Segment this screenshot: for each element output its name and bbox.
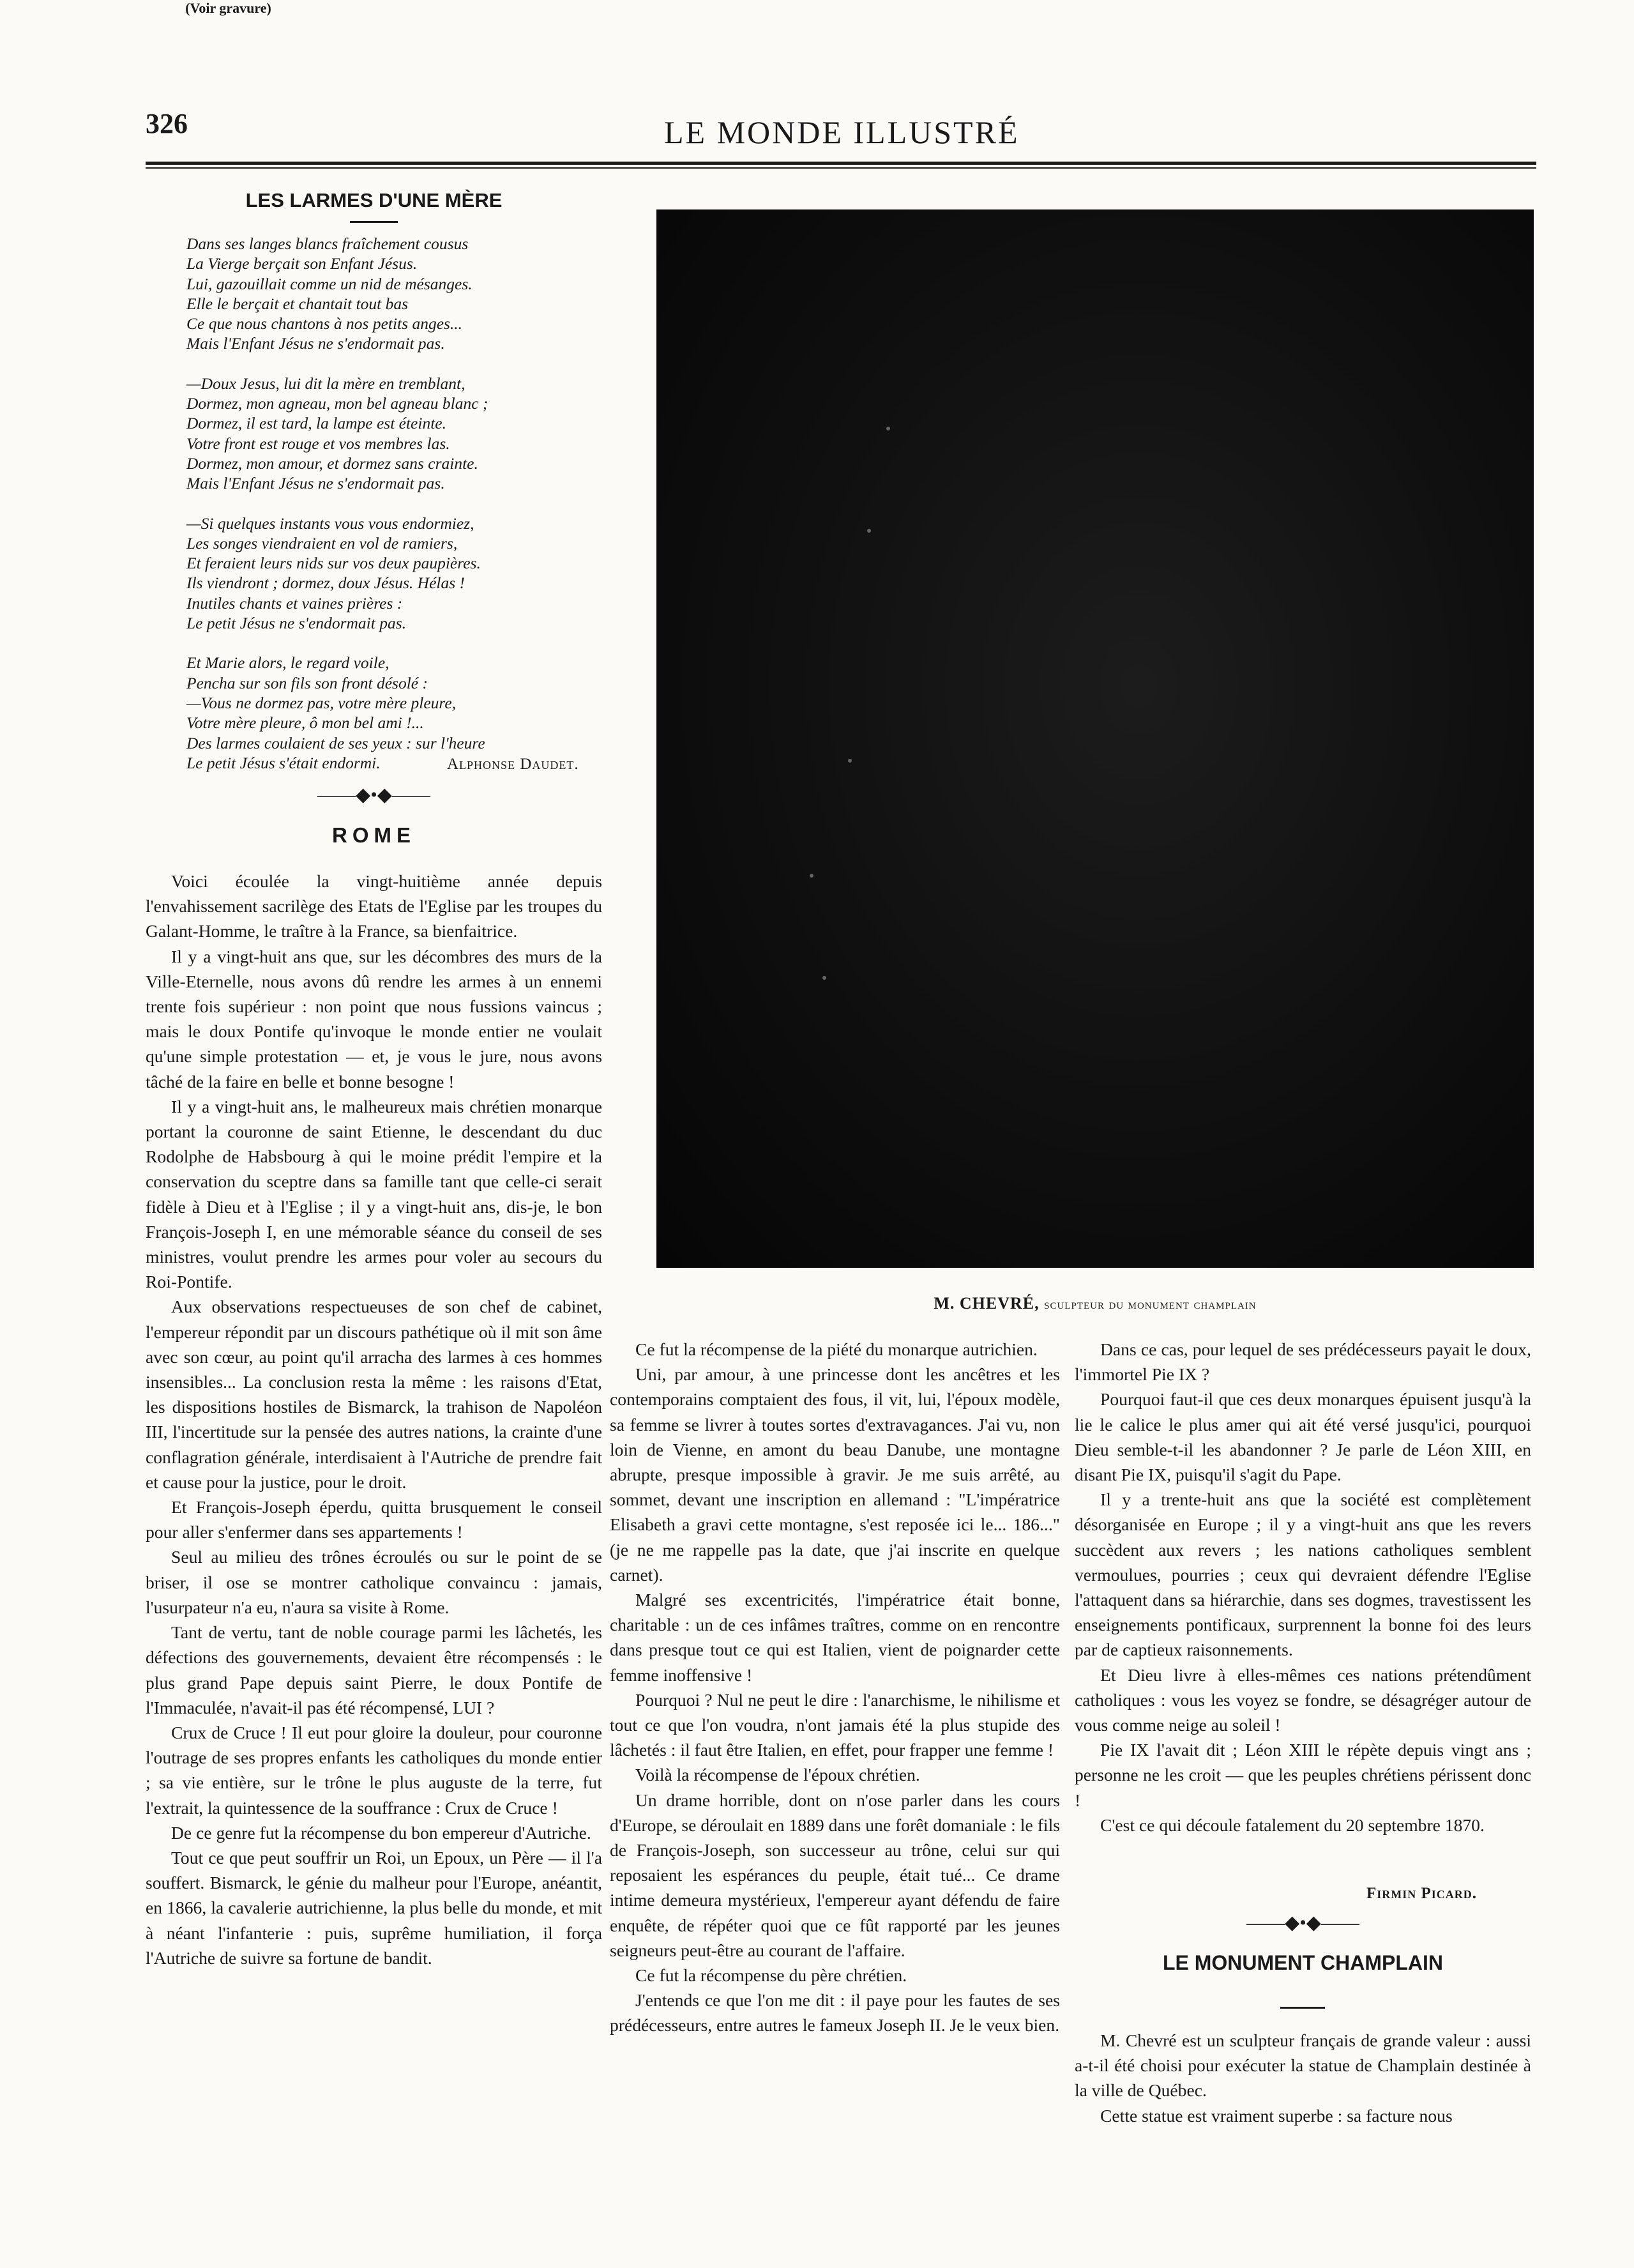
poem-line: Elle le berçait et chantait tout bas bbox=[186, 294, 409, 313]
poem-stanza bbox=[186, 514, 595, 634]
poem-line: Ce que nous chantons à nos petits anges... bbox=[186, 314, 463, 333]
engraving-highlight bbox=[848, 759, 852, 763]
rome-title: ROME bbox=[332, 823, 416, 847]
poem-signature: Alphonse Daudet. bbox=[447, 756, 579, 773]
champlain-title: LE MONUMENT CHAMPLAIN bbox=[1162, 1951, 1444, 1974]
engraving-highlight bbox=[822, 976, 826, 980]
poem-line: Dormez, mon amour, et dormez sans crainte. bbox=[186, 453, 478, 473]
paragraph: Tant de vertu, tant de noble courage parmi les lâchetés, les défections des gouvernements, devaient être récompensés : le plus grand Pape depuis saint Pierre, le doux Pontife de l'Immaculée, n'avait-il pas été récompensé, LUI ? bbox=[146, 1622, 602, 1717]
caption-description: sculpteur du monument champlain bbox=[1044, 1296, 1257, 1312]
poem-line: —Doux Jesus, lui dit la mère en tremblant, bbox=[186, 374, 465, 393]
poem-stanza bbox=[186, 234, 595, 354]
poem-body bbox=[186, 234, 595, 793]
paragraph: Et Dieu livre à elles-mêmes ces nations prétendûment catholiques : vous les voyez se fondre, se désagréger autour de vous comme neige au soleil ! bbox=[1075, 1664, 1531, 1735]
caption-name: M. CHEVRÉ, bbox=[934, 1294, 1040, 1313]
poem-line: —Si quelques instants vous vous endormiez, bbox=[186, 514, 474, 533]
paragraph: Un drame horrible, dont on n'ose parler dans les cours d'Europe, se déroulait en 1889 dans une forêt domaniale : le fils de François-Joseph, son successeur au trône, celui sur qui reposaient les espérances du peuple, était tué... Ce drame intime demeura mystérieux, l'empereur ayant défendu de faire enquête, de répéter quoi que ce fût rapporté par les jeunes seigneurs peut-être au courant de l'affaire. bbox=[610, 1790, 1060, 1960]
paragraph: Il y a vingt-huit ans que, sur les décombres des murs de la Ville-Eternelle, nous avons dû rendre les armes à un ennemi trente fois supérieur : non point que nous fussions vaincus ; mais le doux Pontife qu'invoque le monde entier ne voulait qu'une simple protestation — et, je vous le jure, nous avons tâché de la faire en belle et bonne besogne ! bbox=[146, 946, 602, 1092]
rome-column-middle bbox=[610, 1337, 1060, 2038]
poem-line: Lui, gazouillait comme un nid de mésanges. bbox=[186, 274, 473, 293]
rome-column-left bbox=[146, 869, 602, 1970]
poem-line: Dormez, il est tard, la lampe est éteinte. bbox=[186, 414, 446, 433]
paragraph: Tout ce que peut souffrir un Roi, un Epoux, un Père — il l'a souffert. Bismarck, le génie du malheur pour l'Europe, anéantit, en 1866, la cavalerie autrichienne, la plus belle du monde, et mit à néant l'infanterie : puis, suprême humiliation, il força l'Autriche de suivre sa fortune de bandit. bbox=[146, 1847, 602, 1968]
poem-line: Les songes viendraient en vol de ramiers, bbox=[186, 533, 458, 552]
paragraph: Seul au milieu des trônes écroulés ou sur le point de se briser, il ose se montrer catholique convaincu : jamais, l'usurpateur n'a eu, n'aura sa visite à Rome. bbox=[146, 1547, 602, 1617]
paragraph: De ce genre fut la récompense du bon empereur d'Autriche. bbox=[171, 1822, 591, 1843]
paragraph: Pie IX l'avait dit ; Léon XIII le répète depuis vingt ans ; personne ne les croit — que les peuples chrétiens périssent donc ! bbox=[1075, 1740, 1531, 1810]
paragraph: Pourquoi ? Nul ne peut le dire : l'anarchisme, le nihilisme et tout ce que l'on voudra, n'ont jamais été la plus stupide des lâchetés : il faut être Italien, en effet, pour frapper une femme ! bbox=[610, 1689, 1060, 1760]
paragraph: Il y a trente-huit ans que la société est complètement désorganisée en Europe ; il y a vingt-huit ans que les revers succèdent aux revers ; les nations catholiques semblent vermoulues, pourries ; ceux qui devraient défendre l'Eglise l'attaquent dans sa hiérarchie, dans ses dogmes, travestissent les enseignements pontificaux, surprennent la bonne foi des leurs par de captieux raisonnements. bbox=[1075, 1489, 1531, 1660]
champlain-subtitle: (Voir gravure) bbox=[185, 0, 271, 16]
engraving-highlight bbox=[810, 874, 813, 878]
paragraph: Ce fut la récompense de la piété du monarque autrichien. bbox=[635, 1339, 1038, 1359]
portrait-engraving bbox=[656, 209, 1534, 1268]
paragraph: Cette statue est vraiment superbe : sa facture nous bbox=[1100, 2105, 1453, 2126]
paragraph: Crux de Cruce ! Il eut pour gloire la douleur, pour couronne l'outrage de ses propres enfants les catholiques du monde entier ; sa vie entière, sur le trône le plus auguste de la terre, fut l'extrait, la quintessence de la souffrance : Crux de Cruce ! bbox=[146, 1722, 602, 1818]
champlain-title-rule bbox=[1280, 2007, 1325, 2009]
poem-title-rule bbox=[350, 221, 398, 223]
poem-stanza bbox=[186, 374, 595, 494]
paragraph: Aux observations respectueuses de son chef de cabinet, l'empereur répondit par un discours pathétique où il mit son âme avec son cœur, au point qu'il arracha des larmes à ces hommes insensibles... La conclusion resta la même : les raisons d'Etat, les dispositions hostiles de Bismarck, la trahison de Napoléon III, l'incertitude sur la pensée des autres nations, la crainte d'une conflagration générale, interdisaient à l'Autriche de prendre fait et cause pour la justice, pour le droit. bbox=[146, 1297, 602, 1492]
poem-line: Votre mère pleure, ô mon bel ami !... bbox=[186, 713, 424, 733]
section-ornament: ——◆•◆—— bbox=[317, 784, 430, 805]
engraving-highlight bbox=[886, 427, 890, 430]
paragraph: J'entends ce que l'on me dit : il paye pour les fautes de ses prédécesseurs, entre autres le fameux Joseph II. Je le veux bien. bbox=[610, 1990, 1060, 2036]
section-ornament: ——◆•◆—— bbox=[1246, 1912, 1359, 1933]
rome-signature: Firmin Picard. bbox=[1366, 1885, 1478, 1902]
poem-line: Dormez, mon agneau, mon bel agneau blanc ; bbox=[186, 394, 488, 413]
paragraph: Voici écoulée la vingt-huitième année depuis l'envahissement sacrilège des Etats de l'Eglise par les troupes du Galant-Homme, le traître à la France, sa bienfaitrice. bbox=[146, 871, 602, 941]
poem-line: Mais l'Enfant Jésus ne s'endormait pas. bbox=[186, 474, 445, 493]
paragraph: Il y a vingt-huit ans, le malheureux mais chrétien monarque portant la couronne de saint Etienne, le descendant du duc Rodolphe de Habsbourg à qui le moine prédit l'empire et la conservation du sceptre dans sa famille tant que celle-ci serait fidèle à Dieu et à l'Eglise ; il y a vingt-huit ans, dis-je, le bon François-Joseph I, en une mémorable séance du conseil de ses ministres, voulut prendre les armes pour voler au secours du Roi-Pontife. bbox=[146, 1096, 602, 1292]
engraving-highlight bbox=[867, 529, 871, 533]
paragraph: Et François-Joseph éperdu, quitta brusquement le conseil pour aller s'enfermer dans ses appartements ! bbox=[146, 1497, 602, 1542]
paragraph: Malgré ses excentricités, l'impératrice était bonne, charitable : un de ces infâmes traîtres, comme on en rencontre dans presque tout ce qui est Italien, vient de poignarder cette femme inoffensive ! bbox=[610, 1590, 1060, 1685]
poem-line: Des larmes coulaient de ses yeux : sur l'heure bbox=[186, 733, 485, 752]
paragraph: Ce fut la récompense du père chrétien. bbox=[635, 1965, 907, 1986]
poem-line: Mais l'Enfant Jésus ne s'endormait pas. bbox=[186, 334, 445, 353]
poem-line: Votre front est rouge et vos membres las. bbox=[186, 434, 450, 453]
poem-line: Dans ses langes blancs fraîchement cousus bbox=[186, 234, 469, 253]
page-number: 326 bbox=[146, 108, 188, 139]
poem-line: Ils viendront ; dormez, doux Jésus. Hélas ! bbox=[186, 574, 465, 593]
poem-line: Le petit Jésus s'était endormi. bbox=[186, 753, 381, 772]
poem-line: Le petit Jésus ne s'endormait pas. bbox=[186, 614, 407, 633]
engraving-caption bbox=[656, 1294, 1534, 1313]
poem-line: Inutiles chants et vaines prières : bbox=[186, 593, 403, 613]
poem-line: Et feraient leurs nids sur vos deux paupières. bbox=[186, 554, 481, 573]
paragraph: Dans ce cas, pour lequel de ses prédécesseurs payait le doux, l'immortel Pie IX ? bbox=[1075, 1339, 1531, 1385]
masthead: LE MONDE ILLUSTRÉ bbox=[664, 114, 1020, 150]
rome-column-right bbox=[1075, 1337, 1531, 1838]
paragraph: Voilà la récompense de l'époux chrétien. bbox=[635, 1765, 920, 1785]
poem-line: La Vierge berçait son Enfant Jésus. bbox=[186, 254, 418, 273]
paragraph: C'est ce qui découle fatalement du 20 septembre 1870. bbox=[1100, 1815, 1485, 1835]
paragraph: Uni, par amour, à une princesse dont les ancêtres et les contemporains comptaient des fous, il vit, lui, l'époux modèle, sa femme se livrer à toutes sortes d'extravagances. J'ai vu, non loin de Vienne, en amont du beau Danube, une montagne abrupte, presque impossible à gravir. Je me suis arrêté, au sommet, devant une inscription en allemand : "L'impératrice Elisabeth a gravi cette montagne, s'est reposée ici le... 186..." (je ne me rappelle pas la date, que j'ai inscrite en quelque carnet). bbox=[610, 1364, 1060, 1585]
paragraph: Pourquoi faut-il que ces deux monarques épuisent jusqu'à la lie le calice le plus amer qui ait été versé jusqu'ici, pourquoi Dieu semble-t-il les abandonner ? Je parle de Léon XIII, en disant Pie IX, puisqu'il s'agit du Pape. bbox=[1075, 1389, 1531, 1485]
poem-title: LES LARMES D'UNE MÈRE bbox=[245, 189, 503, 211]
poem-stanza bbox=[186, 653, 595, 773]
poem-line: Et Marie alors, le regard voile, bbox=[186, 653, 390, 673]
poem-line: Pencha sur son fils son front désolé : bbox=[186, 673, 428, 692]
paragraph: M. Chevré est un sculpteur français de grande valeur : aussi a-t-il été choisi pour exécuter la statue de Champlain destinée à la ville de Québec. bbox=[1075, 2030, 1531, 2101]
poem-line: —Vous ne dormez pas, votre mère pleure, bbox=[186, 693, 457, 712]
header-rule-thin bbox=[146, 167, 1536, 169]
champlain-body bbox=[1075, 2028, 1531, 2128]
header-rule bbox=[146, 162, 1536, 165]
